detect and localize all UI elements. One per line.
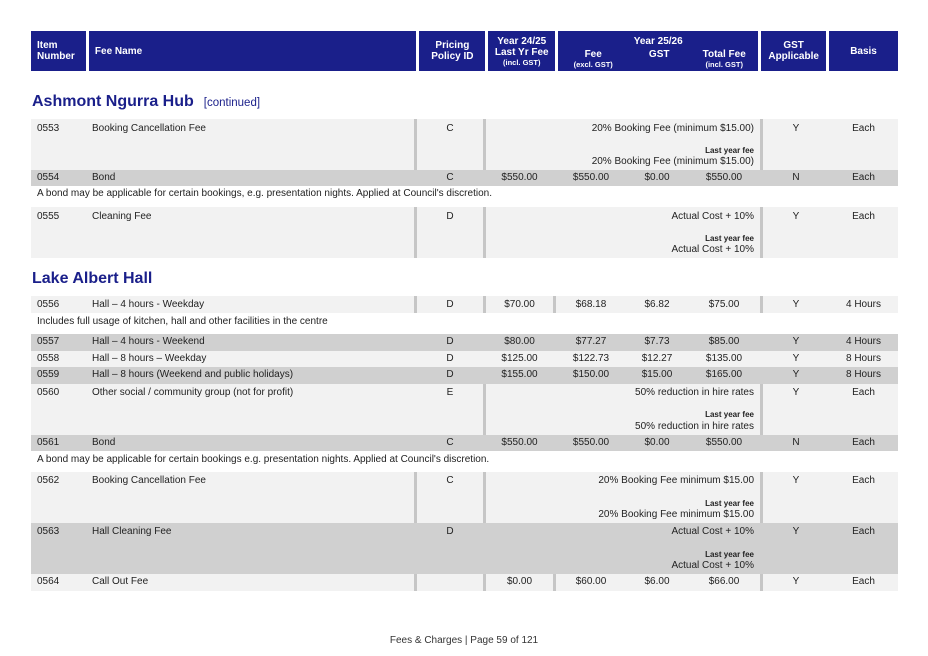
header-gst-applicable-label: GST Applicable	[768, 40, 819, 62]
item-number: 0553	[37, 123, 60, 134]
gst-applicable: Y	[792, 576, 800, 587]
gst-amount: $6.82	[644, 299, 670, 310]
gst-amount: $7.73	[644, 336, 670, 347]
table-row	[31, 574, 898, 591]
section-title-text: Ashmont Ngurra Hub	[32, 93, 194, 110]
table-row	[31, 367, 898, 384]
last-year-fee: $125.00	[501, 353, 538, 364]
basis: Each	[852, 387, 875, 398]
section-title-text: Lake Albert Hall	[32, 270, 153, 287]
item-number: 0556	[37, 299, 60, 310]
item-number: 0562	[37, 475, 60, 486]
gst-amount: $6.00	[644, 576, 670, 587]
basis: Each	[852, 437, 875, 448]
fee-text: Actual Cost + 10%	[671, 526, 754, 537]
gst-applicable: N	[792, 172, 800, 183]
table-row	[31, 207, 898, 258]
table-header	[31, 31, 898, 71]
total-fee: $75.00	[708, 299, 740, 310]
pricing-policy: C	[446, 475, 454, 486]
section-continued-label: [continued]	[203, 97, 261, 109]
basis: Each	[852, 172, 875, 183]
fee-excl-gst: $122.73	[572, 353, 610, 364]
fee-name: Booking Cancellation Fee	[92, 475, 206, 486]
item-number: 0554	[37, 172, 60, 183]
fee-excl-gst: $150.00	[572, 369, 610, 380]
last-year-fee: $550.00	[501, 172, 538, 183]
last-year-fee: $70.00	[504, 299, 535, 310]
fee-excl-gst: $77.27	[575, 336, 607, 347]
pricing-policy: D	[446, 369, 454, 380]
basis: 8 Hours	[845, 353, 881, 364]
item-number: 0563	[37, 526, 60, 537]
header-gst-applicable	[761, 31, 826, 71]
fee-excl-gst: $68.18	[575, 299, 607, 310]
header-basis	[829, 31, 898, 71]
item-number: 0558	[37, 353, 60, 364]
table-row	[31, 384, 898, 435]
pricing-policy: D	[446, 526, 454, 537]
header-basis-label: Basis	[850, 45, 877, 57]
table-row	[31, 472, 898, 523]
total-fee: $550.00	[705, 437, 743, 448]
last-year-fee-label: Last year fee	[705, 146, 754, 155]
pricing-policy: C	[446, 437, 454, 448]
fee-name: Bond	[92, 172, 116, 183]
header-total-incl-gst-label: (incl. GST)	[705, 59, 743, 69]
item-number: 0559	[37, 369, 60, 380]
header-last-yr-fee-label: Last Yr Fee	[494, 46, 549, 58]
last-year-fee: $80.00	[504, 336, 535, 347]
fee-name: Other social / community group (not for profit)	[92, 387, 294, 398]
row-note	[31, 451, 898, 469]
pricing-policy: D	[446, 211, 454, 222]
basis: 4 Hours	[845, 336, 881, 347]
gst-applicable: Y	[792, 123, 800, 134]
fee-name: Hall – 4 hours - Weekday	[92, 299, 205, 310]
last-year-fee-label: Last year fee	[705, 499, 754, 508]
gst-applicable: N	[792, 437, 800, 448]
row-note	[31, 186, 898, 204]
item-number: 0561	[37, 437, 60, 448]
last-year-fee-label: Last year fee	[705, 234, 754, 243]
basis: Each	[852, 475, 875, 486]
section-title-ashmont	[32, 93, 260, 111]
table-row	[31, 334, 898, 351]
basis: Each	[852, 576, 875, 587]
last-year-fee-label: Last year fee	[705, 410, 754, 419]
gst-amount: $0.00	[644, 437, 670, 448]
basis: Each	[852, 211, 875, 222]
fee-name: Call Out Fee	[92, 576, 149, 587]
gst-amount: $15.00	[641, 369, 673, 380]
row-note	[31, 313, 898, 331]
header-incl-gst-label: (incl. GST)	[503, 57, 541, 67]
basis: 4 Hours	[845, 299, 881, 310]
note-text: A bond may be applicable for certain bookings e.g. presentation nights. Applied at Council's discretion.	[37, 454, 490, 465]
header-year1-label: Year 24/25	[497, 35, 547, 47]
pricing-policy: C	[446, 172, 454, 183]
table-row	[31, 523, 898, 574]
fee-text: Actual Cost + 10%	[671, 211, 754, 222]
item-number: 0557	[37, 336, 60, 347]
last-year-fee-text: 20% Booking Fee (minimum $15.00)	[591, 156, 754, 167]
total-fee: $135.00	[705, 353, 743, 364]
total-fee: $66.00	[708, 576, 740, 587]
header-total-fee-label: Total Fee	[702, 48, 746, 60]
fee-name: Cleaning Fee	[92, 211, 152, 222]
gst-applicable: Y	[792, 387, 800, 398]
fee-name: Hall – 4 hours - Weekend	[92, 336, 205, 347]
table-row	[31, 296, 898, 313]
gst-applicable: Y	[792, 211, 800, 222]
header-item-number-label: Item Number	[37, 40, 75, 62]
gst-applicable: Y	[792, 336, 800, 347]
basis: Each	[852, 526, 875, 537]
gst-applicable: Y	[792, 369, 800, 380]
last-year-fee: $0.00	[506, 576, 533, 587]
last-year-fee: $155.00	[501, 369, 538, 380]
header-excl-gst-label: (excl. GST)	[573, 59, 613, 69]
note-text: Includes full usage of kitchen, hall and other facilities in the centre	[37, 316, 328, 327]
section-title-lake-albert	[32, 270, 152, 288]
header-pricing-policy-label: Pricing Policy ID	[431, 40, 474, 62]
gst-applicable: Y	[792, 475, 800, 486]
last-year-fee-text: Actual Cost + 10%	[671, 244, 754, 255]
header-gst-label: GST	[648, 48, 670, 60]
fee-name: Hall – 8 hours (Weekend and public holidays)	[92, 369, 294, 380]
pricing-policy: D	[446, 336, 454, 347]
fee-name: Hall Cleaning Fee	[92, 526, 172, 537]
header-item-number	[31, 31, 86, 71]
pricing-policy: D	[446, 353, 454, 364]
fee-text: 20% Booking Fee (minimum $15.00)	[591, 123, 754, 134]
item-number: 0564	[37, 576, 60, 587]
header-fee-name	[89, 31, 417, 71]
gst-applicable: Y	[792, 299, 800, 310]
header-year-2526	[558, 31, 758, 71]
header-year2-label: Year 25/26	[633, 35, 683, 47]
basis: 8 Hours	[845, 369, 881, 380]
basis: Each	[852, 123, 875, 134]
header-year-2425	[488, 31, 555, 71]
fee-excl-gst: $550.00	[572, 172, 610, 183]
fee-name: Hall – 8 hours – Weekday	[92, 353, 207, 364]
fee-name: Bond	[92, 437, 116, 448]
item-number: 0555	[37, 211, 60, 222]
fee-text: 50% reduction in hire rates	[635, 387, 754, 398]
last-year-fee: $550.00	[501, 437, 538, 448]
header-fee-label: Fee	[584, 48, 602, 60]
gst-amount: $0.00	[644, 172, 670, 183]
table-row	[31, 170, 898, 186]
total-fee: $165.00	[705, 369, 743, 380]
header-fee-name-label: Fee Name	[94, 45, 143, 57]
gst-applicable: Y	[792, 526, 800, 537]
last-year-fee-text: Actual Cost + 10%	[671, 560, 754, 571]
pricing-policy: D	[446, 299, 454, 310]
gst-amount: $12.27	[641, 353, 673, 364]
pricing-policy: E	[446, 387, 454, 398]
gst-applicable: Y	[792, 353, 800, 364]
total-fee: $550.00	[705, 172, 743, 183]
total-fee: $85.00	[708, 336, 740, 347]
table-row	[31, 351, 898, 367]
page-footer: Fees & Charges | Page 59 of 121	[389, 635, 539, 646]
table-row	[31, 435, 898, 451]
note-text: A bond may be applicable for certain bookings, e.g. presentation nights. Applied at Council's discretion.	[37, 188, 492, 199]
item-number: 0560	[37, 387, 60, 398]
table-row	[31, 119, 898, 170]
last-year-fee-label: Last year fee	[705, 550, 754, 559]
pricing-policy: C	[446, 123, 454, 134]
last-year-fee-text: 50% reduction in hire rates	[635, 421, 754, 432]
fee-excl-gst: $550.00	[572, 437, 610, 448]
fee-name: Booking Cancellation Fee	[92, 123, 206, 134]
header-pricing-policy	[419, 31, 485, 71]
last-year-fee-text: 20% Booking Fee minimum $15.00	[598, 509, 754, 520]
fee-text: 20% Booking Fee minimum $15.00	[598, 475, 754, 486]
fee-excl-gst: $60.00	[575, 576, 607, 587]
